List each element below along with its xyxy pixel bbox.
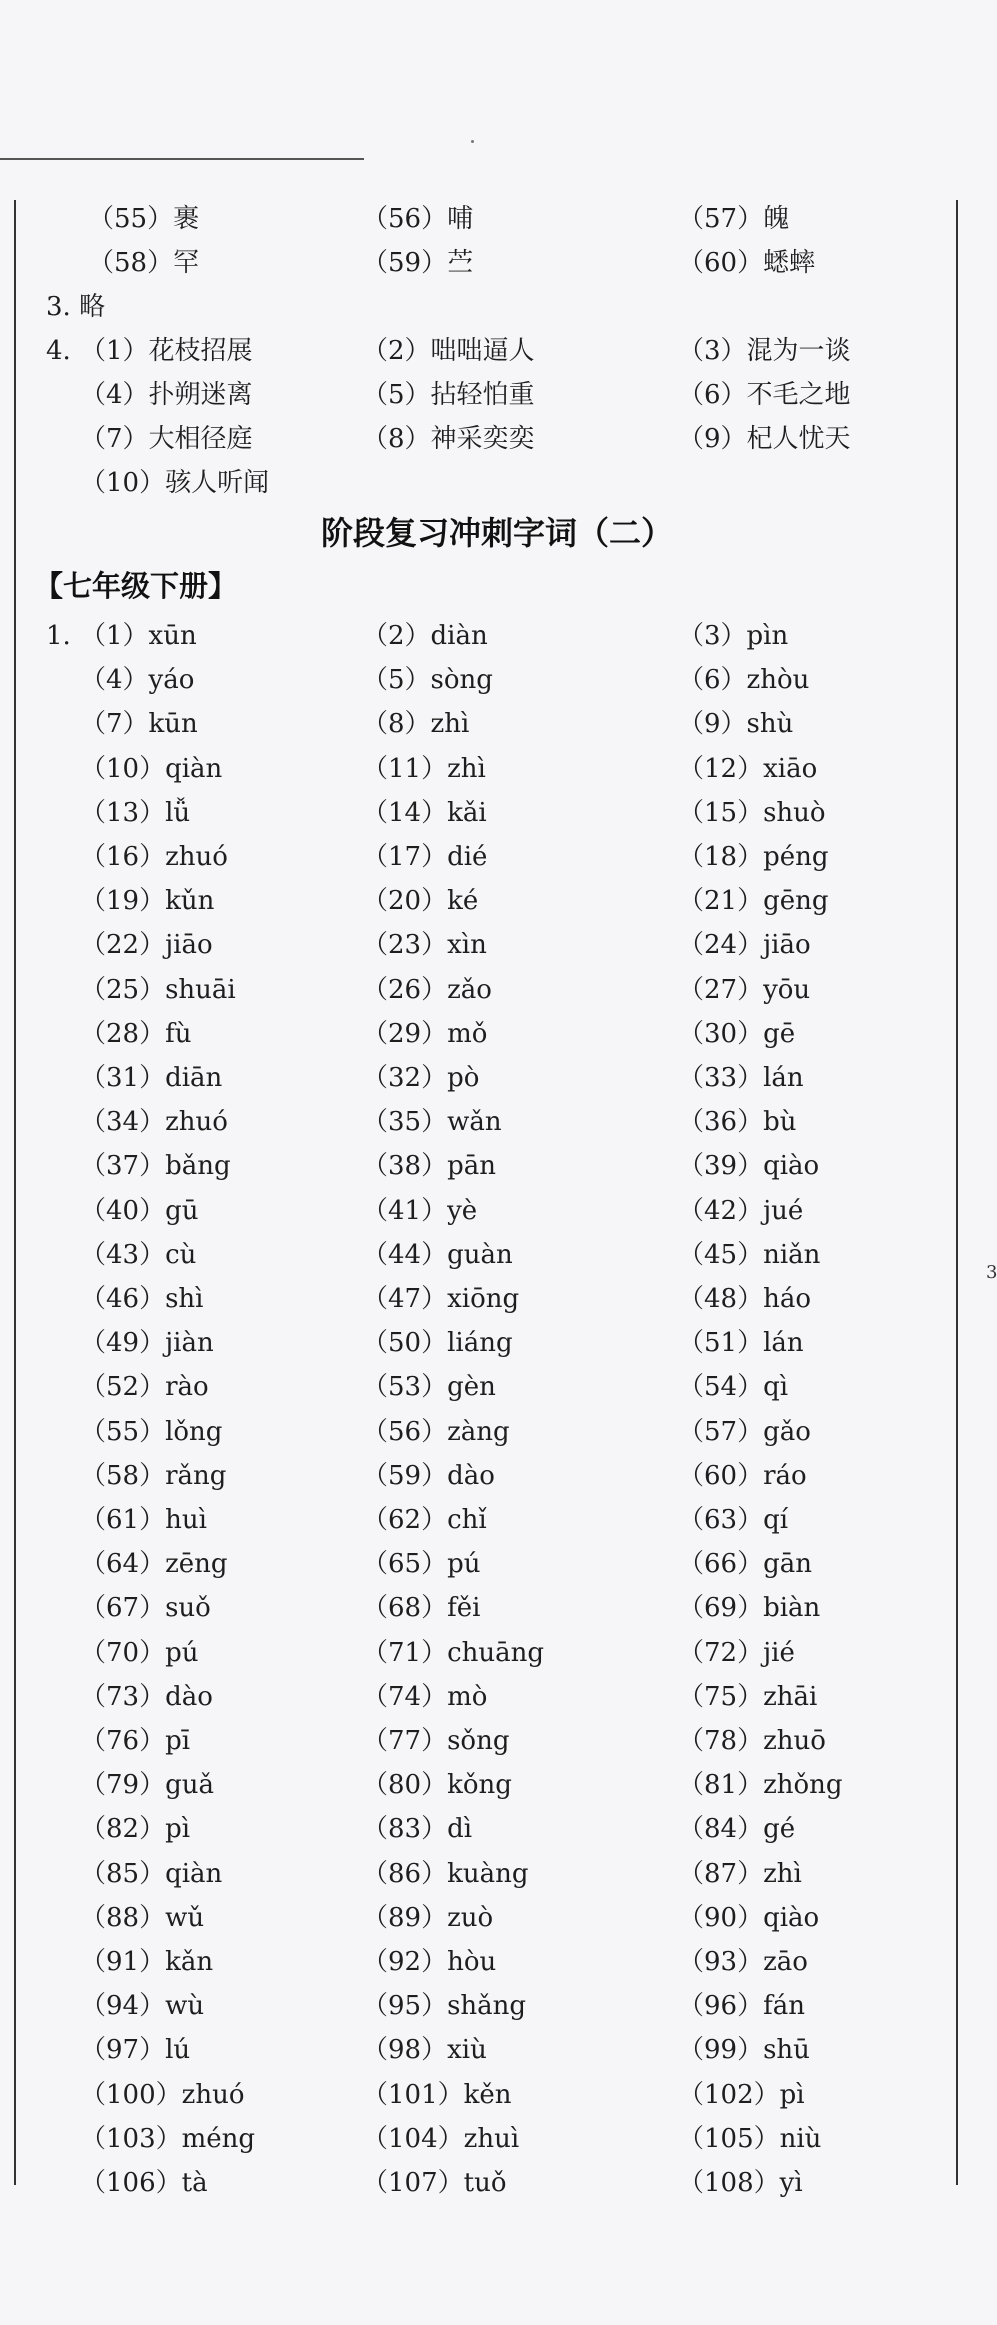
pinyin-cell: （51）lán [678,1328,804,1358]
pinyin-row [0,968,994,1012]
pinyin-cell: （105）niù [678,2124,822,2154]
pinyin-cell: （32）pò [362,1063,480,1093]
idiom-cell: （10）骇人听闻 [80,468,270,498]
pinyin-cell: （86）kuàng [362,1859,529,1889]
pinyin-cell: （34）zhuó [80,1107,228,1137]
pinyin-cell: （23）xìn [362,930,487,960]
idiom-cell: （7）大相径庭 [80,424,253,454]
pinyin-cell: （29）mǒ [362,1019,488,1049]
pinyin-cell: （31）diān [80,1063,223,1093]
pinyin-row [0,1896,994,1940]
pinyin-row [0,879,994,923]
pinyin-cell: （97）lú [80,2035,191,2065]
pinyin-row [0,1763,994,1807]
pinyin-cell: （69）biàn [678,1593,821,1623]
answer-row [0,197,994,241]
idiom-row [0,417,994,461]
pinyin-row [0,1277,994,1321]
pinyin-cell: （93）zāo [678,1947,808,1977]
pinyin-cell: （44）guàn [362,1240,513,1270]
pinyin-cell: （88）wǔ [80,1903,205,1933]
pinyin-row [0,614,994,658]
answer-cell: （58）罕 [88,248,200,278]
pinyin-row [0,2117,994,2161]
pinyin-cell: （25）shuāi [80,975,236,1005]
scan-speck [471,140,474,143]
pinyin-row [0,1233,994,1277]
pinyin-cell: （10）qiàn [80,754,223,784]
pinyin-cell: （50）liáng [362,1328,513,1358]
pinyin-cell: （5）sòng [362,665,493,695]
pinyin-cell: （52）rào [80,1372,209,1402]
pinyin-cell: （13）lǚ [80,798,191,828]
pinyin-cell: （99）shū [678,2035,810,2065]
pinyin-cell: （11）zhì [362,754,486,784]
pinyin-row [0,747,994,791]
pinyin-cell: （41）yè [362,1196,478,1226]
pinyin-cell: （36）bù [678,1107,797,1137]
pinyin-row [0,1100,994,1144]
pinyin-cell: （54）qì [678,1372,789,1402]
pinyin-cell: （79）guǎ [80,1770,214,1800]
pinyin-cell: （17）dié [362,842,488,872]
pinyin-cell: （28）fù [80,1019,192,1049]
pinyin-cell: （37）bǎng [80,1151,231,1181]
answer-cell: （59）苎 [362,248,474,278]
question-4-number: 4. [46,336,71,366]
pinyin-row [0,1189,994,1233]
pinyin-cell: （33）lán [678,1063,804,1093]
pinyin-cell: （60）ráo [678,1461,807,1491]
pinyin-cell: （64）zēng [80,1549,228,1579]
pinyin-row [0,1586,994,1630]
pinyin-cell: （106）tà [80,2168,208,2198]
pinyin-cell: （73）dào [80,1682,213,1712]
pinyin-cell: （90）qiào [678,1903,820,1933]
pinyin-cell: （53）gèn [362,1372,496,1402]
pinyin-cell: （7）kūn [80,709,198,739]
pinyin-cell: （83）dì [362,1814,473,1844]
pinyin-cell: （16）zhuó [80,842,228,872]
pinyin-cell: （43）cù [80,1240,197,1270]
pinyin-cell: （91）kǎn [80,1947,214,1977]
pinyin-cell: （80）kǒng [362,1770,512,1800]
pinyin-cell: （3）pìn [678,621,789,651]
pinyin-cell: （65）pú [362,1549,481,1579]
pinyin-row [0,2161,994,2205]
pinyin-cell: （27）yōu [678,975,811,1005]
question-3-row [0,285,994,329]
pinyin-cell: （102）pì [678,2080,805,2110]
idiom-cell: （2）咄咄逼人 [362,336,535,366]
idiom-cell: （6）不毛之地 [678,380,851,410]
pinyin-cell: （6）zhòu [678,665,810,695]
pinyin-row [0,1807,994,1851]
pinyin-cell: （9）shù [678,709,794,739]
pinyin-cell: （15）shuò [678,798,826,828]
pinyin-row [0,1675,994,1719]
pinyin-cell: （19）kǔn [80,886,215,916]
pinyin-row [0,1365,994,1409]
pinyin-row [0,1144,994,1188]
pinyin-cell: （57）gǎo [678,1417,811,1447]
pinyin-cell: （47）xiōng [362,1284,520,1314]
answer-cell: （56）哺 [362,204,474,234]
pinyin-row [0,1940,994,1984]
pinyin-cell: （30）gē [678,1019,796,1049]
pinyin-row [0,2028,994,2072]
pinyin-row [0,1410,994,1454]
pinyin-cell: （68）fěi [362,1593,481,1623]
pinyin-cell: （98）xiù [362,2035,487,2065]
pinyin-cell: （72）jié [678,1638,795,1668]
pinyin-cell: （55）lǒng [80,1417,223,1447]
pinyin-row [0,1631,994,1675]
pinyin-cell: （104）zhuì [362,2124,520,2154]
pinyin-cell: （84）gé [678,1814,796,1844]
pinyin-row [0,2073,994,2117]
header-divider-line [0,158,364,160]
pinyin-row [0,1984,994,2028]
pinyin-cell: （89）zuò [362,1903,494,1933]
pinyin-cell: （20）ké [362,886,479,916]
question-1-number: 1. [46,621,71,651]
pinyin-cell: （49）jiàn [80,1328,214,1358]
pinyin-cell: （38）pān [362,1151,496,1181]
answer-cell: （57）魄 [678,204,790,234]
pinyin-cell: （12）xiāo [678,754,818,784]
question-3-answer: 3. 略 [46,292,106,322]
pinyin-cell: （70）pú [80,1638,199,1668]
pinyin-cell: （82）pì [80,1814,191,1844]
pinyin-cell: （4）yáo [80,665,195,695]
pinyin-cell: （46）shì [80,1284,204,1314]
pinyin-cell: （40）gū [80,1196,199,1226]
pinyin-cell: （61）huì [80,1505,207,1535]
pinyin-cell: （39）qiào [678,1151,820,1181]
pinyin-row [0,1056,994,1100]
pinyin-cell: （45）niǎn [678,1240,821,1270]
pinyin-row [0,1719,994,1763]
pinyin-cell: （42）jué [678,1196,804,1226]
pinyin-cell: （2）diàn [362,621,488,651]
pinyin-cell: （87）zhì [678,1859,802,1889]
grade-heading: 【七年级下册】 [34,569,238,603]
pinyin-cell: （75）zhāi [678,1682,818,1712]
idiom-cell: （1）花枝招展 [80,336,253,366]
pinyin-cell: （96）fán [678,1991,805,2021]
pinyin-cell: （56）zàng [362,1417,510,1447]
pinyin-row [0,791,994,835]
pinyin-cell: （95）shǎng [362,1991,527,2021]
pinyin-cell: （78）zhuō [678,1726,826,1756]
pinyin-row [0,923,994,967]
pinyin-cell: （48）háo [678,1284,811,1314]
idiom-row [0,461,994,505]
pinyin-cell: （107）tuǒ [362,2168,507,2198]
pinyin-cell: （67）suǒ [80,1593,211,1623]
pinyin-cell: （94）wù [80,1991,205,2021]
pinyin-cell: （63）qí [678,1505,789,1535]
pinyin-cell: （66）gān [678,1549,812,1579]
pinyin-cell: （85）qiàn [80,1859,223,1889]
pinyin-cell: （62）chǐ [362,1505,487,1535]
page-edge-mark: 3 [986,1262,997,1283]
idiom-cell: （8）神采奕奕 [362,424,535,454]
idiom-row [0,329,994,373]
idiom-cell: （4）扑朔迷离 [80,380,253,410]
pinyin-cell: （77）sǒng [362,1726,510,1756]
pinyin-row [0,1454,994,1498]
pinyin-row [0,702,994,746]
pinyin-cell: （76）pī [80,1726,191,1756]
section-title: 阶段复习冲刺字词（二） [320,514,673,552]
pinyin-cell: （108）yì [678,2168,803,2198]
idiom-cell: （9）杞人忧天 [678,424,851,454]
pinyin-cell: （59）dào [362,1461,495,1491]
answer-cell: （55）裹 [88,204,200,234]
answer-cell: （60）蟋蟀 [678,248,816,278]
pinyin-row [0,1852,994,1896]
pinyin-cell: （8）zhì [362,709,470,739]
pinyin-cell: （92）hòu [362,1947,497,1977]
pinyin-row [0,1498,994,1542]
pinyin-row [0,1321,994,1365]
pinyin-cell: （81）zhǒng [678,1770,843,1800]
pinyin-cell: （18）péng [678,842,829,872]
idiom-cell: （5）拈轻怕重 [362,380,535,410]
pinyin-cell: （103）méng [80,2124,256,2154]
pinyin-cell: （26）zǎo [362,975,492,1005]
pinyin-cell: （74）mò [362,1682,488,1712]
pinyin-cell: （71）chuāng [362,1638,545,1668]
pinyin-cell: （101）kěn [362,2080,512,2110]
pinyin-row [0,1012,994,1056]
pinyin-row [0,835,994,879]
pinyin-cell: （100）zhuó [80,2080,245,2110]
pinyin-row [0,1542,994,1586]
pinyin-cell: （24）jiāo [678,930,811,960]
idiom-row [0,373,994,417]
pinyin-cell: （1）xūn [80,621,197,651]
pinyin-cell: （58）rǎng [80,1461,227,1491]
pinyin-cell: （22）jiāo [80,930,213,960]
pinyin-cell: （21）gēng [678,886,829,916]
pinyin-row [0,658,994,702]
answer-row [0,241,994,285]
pinyin-cell: （14）kǎi [362,798,487,828]
idiom-cell: （3）混为一谈 [678,336,851,366]
pinyin-cell: （35）wǎn [362,1107,502,1137]
